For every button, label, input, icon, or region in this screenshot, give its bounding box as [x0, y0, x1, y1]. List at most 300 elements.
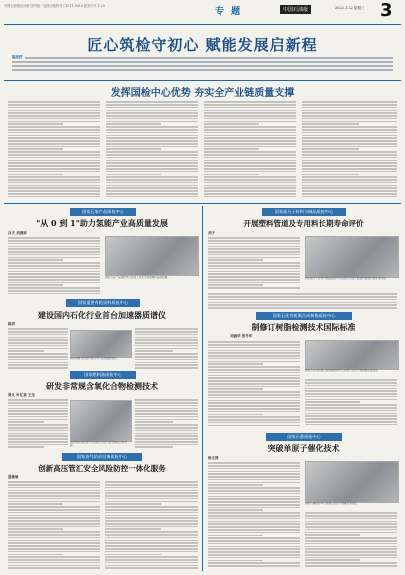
- text-line: [8, 435, 68, 437]
- text-line: [8, 484, 100, 486]
- text-line: [8, 526, 100, 528]
- section-box-4: 国家石化有机聚合成树脂质检中心: [256, 312, 352, 320]
- text-line: [302, 174, 359, 176]
- text-line: [135, 438, 198, 440]
- text-line: [204, 190, 296, 192]
- text-line: [204, 185, 296, 187]
- article-body-6b: [305, 511, 397, 569]
- text-line: [208, 414, 263, 416]
- text-line: [208, 400, 300, 402]
- editor-note: [12, 55, 393, 75]
- text-line: [105, 484, 198, 486]
- text-line: [208, 284, 263, 286]
- text-line: [208, 518, 300, 520]
- text-line: [135, 334, 198, 336]
- text-line: [305, 521, 397, 523]
- text-line: [105, 562, 198, 564]
- text-line: [302, 187, 397, 189]
- text-line: [208, 287, 300, 289]
- text-line: [302, 162, 397, 164]
- section-box-7: 国家油气钻采设备质检中心: [62, 453, 142, 461]
- text-line: [208, 361, 300, 363]
- text-line: [8, 498, 100, 500]
- text-line: [208, 476, 300, 478]
- byline-7: 夏敏敏: [8, 475, 19, 479]
- text-line: [8, 187, 100, 189]
- text-line: [204, 107, 296, 109]
- text-line: [105, 492, 198, 494]
- main-subhead: 发挥国检中心优势 夯实全产业链质量支撑: [110, 88, 295, 99]
- text-line: [8, 129, 100, 131]
- text-line: [8, 446, 44, 448]
- text-line: [8, 284, 63, 286]
- text-line: [8, 495, 100, 497]
- article-body-4a: [208, 340, 300, 428]
- text-line: [8, 271, 100, 273]
- text-line: [302, 107, 397, 109]
- text-line: [105, 523, 198, 525]
- text-line: [305, 404, 397, 406]
- text-line: [302, 196, 397, 198]
- text-line: [8, 251, 100, 253]
- text-line: [135, 405, 198, 407]
- text-line: [204, 115, 296, 117]
- section-box-6: 国家石墨质检中心: [266, 433, 342, 441]
- text-line: [8, 359, 68, 361]
- text-line: [8, 487, 100, 489]
- text-line: [208, 257, 300, 259]
- text-line: [135, 421, 173, 423]
- text-line: [105, 545, 198, 547]
- text-line: [208, 487, 300, 489]
- text-line: [8, 126, 100, 128]
- text-line: [105, 509, 198, 511]
- text-line: [8, 276, 100, 278]
- text-line: [106, 176, 198, 178]
- text-line: [302, 137, 397, 139]
- text-line: [8, 160, 100, 162]
- text-line: [204, 154, 296, 156]
- text-line: [204, 182, 296, 184]
- text-line: [208, 504, 300, 506]
- text-line: [208, 344, 300, 346]
- byline-5: 贾凡 叶亿泉 王龙: [8, 393, 35, 397]
- text-line: [305, 559, 360, 561]
- text-line: [135, 424, 198, 426]
- text-line: [204, 168, 296, 170]
- text-line: [204, 132, 296, 134]
- text-line: [106, 196, 198, 198]
- intro-col-4: [302, 100, 397, 200]
- text-line: [302, 104, 397, 106]
- text-line: [305, 562, 397, 564]
- text-line: [135, 367, 198, 369]
- text-line: [302, 112, 397, 114]
- text-line: [208, 380, 300, 382]
- text-line: [305, 565, 397, 567]
- text-line: [8, 237, 100, 239]
- text-line: [204, 165, 296, 167]
- text-line: [8, 110, 100, 112]
- text-line: [305, 399, 397, 401]
- text-line: [8, 140, 100, 142]
- text-line: [302, 168, 397, 170]
- text-line: [135, 433, 198, 435]
- text-line: [302, 190, 397, 192]
- text-line: [8, 146, 100, 148]
- section-box-1: 国家石家产品质检中心: [70, 208, 136, 216]
- text-line: [8, 353, 68, 355]
- text-line: [208, 411, 300, 413]
- text-line: [302, 160, 397, 162]
- text-line: [106, 151, 198, 153]
- text-line: [208, 521, 300, 523]
- byline-6: 杨文涛: [208, 456, 219, 460]
- text-line: [8, 148, 63, 150]
- article-body-5b: [135, 398, 198, 450]
- text-line: [208, 240, 300, 242]
- text-line: [8, 118, 100, 120]
- text-line: [106, 182, 198, 184]
- text-line: [8, 438, 68, 440]
- text-line: [8, 551, 100, 553]
- text-line: [208, 259, 263, 261]
- page-number: 3: [380, 0, 393, 21]
- text-line: [106, 135, 198, 137]
- lead-rule: [4, 80, 401, 81]
- text-line: [106, 157, 198, 159]
- text-line: [135, 427, 198, 429]
- intro-col-1: [8, 100, 100, 200]
- text-line: [8, 282, 100, 284]
- text-line: [208, 388, 263, 390]
- text-line: [8, 262, 100, 264]
- text-line: [208, 562, 300, 564]
- text-line: [302, 157, 397, 159]
- page-headline: 匠心筑检守初心 赋能发展启新程: [87, 36, 318, 54]
- text-line: [208, 546, 300, 548]
- article-body-7a: [8, 480, 100, 570]
- text-line: [204, 135, 296, 137]
- article-title-5: 研发非常规含氧化合物检测技术: [46, 381, 158, 391]
- text-line: [208, 425, 300, 427]
- text-line: [8, 107, 100, 109]
- text-line: [8, 413, 68, 415]
- text-line: [105, 528, 161, 530]
- text-line: [8, 176, 100, 178]
- text-line: [8, 410, 68, 412]
- text-line: [8, 545, 100, 547]
- text-line: [208, 279, 300, 281]
- text-line: [106, 143, 198, 145]
- text-line: [106, 140, 198, 142]
- text-line: [204, 121, 296, 123]
- text-line: [106, 146, 198, 148]
- text-line: [208, 341, 300, 343]
- text-line: [8, 104, 100, 106]
- text-line: [8, 348, 68, 350]
- text-line: [208, 551, 300, 553]
- text-line: [105, 515, 198, 517]
- intro-col-3: [204, 100, 296, 200]
- text-line: [8, 115, 100, 117]
- text-line: [135, 441, 198, 443]
- text-line: [208, 509, 263, 511]
- text-line: [8, 565, 100, 567]
- text-line: [302, 179, 397, 181]
- article-body-2a: [208, 236, 300, 291]
- text-line: [302, 143, 397, 145]
- text-line: [106, 154, 198, 156]
- text-line: [135, 430, 198, 432]
- text-line: [305, 421, 397, 423]
- text-line: [208, 375, 300, 377]
- text-line: [106, 110, 198, 112]
- text-line: [105, 487, 198, 489]
- text-line: [106, 193, 198, 195]
- text-line: [8, 405, 68, 407]
- text-line: [208, 397, 300, 399]
- text-line: [208, 408, 300, 410]
- text-line: [105, 554, 161, 556]
- text-line: [105, 548, 198, 550]
- text-line: [208, 462, 300, 464]
- section-box-3: 国家重要有机原料质检中心: [66, 299, 140, 307]
- text-line: [302, 185, 397, 187]
- text-line: [204, 129, 296, 131]
- byline-2: 刘子: [208, 231, 215, 235]
- text-line: [106, 118, 198, 120]
- text-line: [8, 328, 68, 330]
- photo-caption-3: 国家重要有机原料质检中心加速器质谱仪。: [70, 357, 120, 360]
- masthead: [0, 0, 405, 24]
- text-line: [105, 481, 198, 483]
- text-line: [208, 251, 300, 253]
- text-line: [8, 154, 100, 156]
- text-line: [305, 390, 397, 392]
- text-line: [302, 118, 397, 120]
- text-line: [305, 534, 360, 536]
- text-line: [106, 121, 198, 123]
- text-line: [305, 529, 397, 531]
- text-line: [106, 162, 198, 164]
- paper-name: 中国石油报: [280, 5, 311, 14]
- text-line: [106, 112, 198, 114]
- text-line: [8, 342, 68, 344]
- text-line: [208, 526, 300, 528]
- text-line: [208, 512, 300, 514]
- text-line: [8, 240, 100, 242]
- text-line: [208, 560, 263, 562]
- text-line: [302, 129, 397, 131]
- text-line: [8, 165, 100, 167]
- text-line: [8, 540, 100, 542]
- text-line: [208, 532, 300, 534]
- text-line: [208, 383, 300, 385]
- text-line: [208, 369, 300, 371]
- text-line: [208, 262, 300, 264]
- text-line: [305, 537, 397, 539]
- text-line: [302, 110, 397, 112]
- text-line: [208, 422, 300, 424]
- text-line: [106, 126, 198, 128]
- article-body-2b: [208, 292, 397, 310]
- text-line: [208, 265, 300, 267]
- text-line: [208, 548, 300, 550]
- text-line: [208, 304, 397, 306]
- text-line: [106, 148, 161, 150]
- text-line: [135, 362, 198, 364]
- text-line: [208, 515, 300, 517]
- text-line: [208, 402, 300, 404]
- text-line: [208, 471, 300, 473]
- text-line: [8, 492, 100, 494]
- text-line: [8, 268, 100, 270]
- section-label: 专 题: [215, 7, 243, 17]
- text-line: [8, 123, 63, 125]
- text-line: [305, 532, 397, 534]
- text-line: [8, 481, 100, 483]
- article-body-3a: [8, 327, 68, 369]
- text-line: [8, 490, 100, 492]
- text-line: [8, 362, 68, 364]
- text-line: [305, 523, 397, 525]
- text-line: [105, 520, 198, 522]
- text-line: [204, 112, 296, 114]
- text-line: [302, 148, 359, 150]
- text-line: [208, 243, 300, 245]
- text-line: [204, 174, 259, 176]
- text-line: [8, 265, 100, 267]
- article-title-2: 开展塑料管道及专用料长期寿命评价: [243, 219, 364, 228]
- text-line: [208, 416, 300, 418]
- text-line: [106, 104, 198, 106]
- text-line: [8, 433, 68, 435]
- text-line: [105, 567, 198, 569]
- photo-caption-2: 国家高分子材料与制品质检中心检测人员在开展塑料管道长期寿命试验。: [305, 277, 388, 280]
- text-line: [208, 282, 300, 284]
- text-line: [8, 196, 100, 198]
- text-line: [8, 121, 100, 123]
- text-line: [8, 399, 68, 401]
- photo-caption-4: 国家石化有机聚合成树脂质检中心检测人员在开展树脂性能测试。: [305, 369, 381, 372]
- text-line: [135, 359, 198, 361]
- text-line: [302, 176, 397, 178]
- text-line: [208, 565, 300, 567]
- photo-caption-1: 国家石家产品质检中心检测人员在开展氢燃料品质检测。: [105, 276, 170, 279]
- text-line: [8, 345, 68, 347]
- text-line: [208, 268, 300, 270]
- text-line: [8, 531, 100, 533]
- article-photo-5: [70, 400, 132, 442]
- text-line: [204, 104, 296, 106]
- text-line: [305, 401, 360, 403]
- text-line: [305, 515, 397, 517]
- text-line: [135, 337, 198, 339]
- text-line: [208, 307, 397, 309]
- text-line: [208, 529, 300, 531]
- text-line: [8, 503, 63, 505]
- divider-top: [4, 203, 401, 204]
- text-line: [8, 427, 68, 429]
- text-line: [208, 363, 263, 365]
- text-line: [8, 112, 100, 114]
- text-line: [8, 279, 100, 281]
- text-line: [8, 419, 68, 421]
- text-line: [208, 347, 300, 349]
- text-line: [208, 540, 300, 542]
- text-line: [8, 331, 68, 333]
- text-line: [208, 377, 300, 379]
- text-line: [105, 503, 161, 505]
- text-line: [204, 126, 296, 128]
- text-line: [105, 559, 198, 561]
- text-line: [305, 407, 397, 409]
- text-line: [204, 118, 296, 120]
- text-line: [305, 540, 397, 542]
- text-line: [8, 243, 100, 245]
- masthead-meta: 中国石油报社出版 国内统一连续出版物号 CN 11-0010 邮发代号 1-23: [4, 4, 105, 8]
- text-line: [8, 168, 100, 170]
- text-line: [8, 367, 68, 369]
- section-box-2: 国家高分子材料与制品质检中心: [262, 208, 346, 216]
- text-line: [8, 509, 100, 511]
- text-line: [208, 366, 300, 368]
- issue-date: 2023.3.22 星期三: [335, 6, 365, 10]
- text-line: [305, 413, 397, 415]
- text-line: [106, 187, 198, 189]
- text-line: [135, 339, 198, 341]
- article-body-7b: [105, 480, 198, 570]
- text-line: [106, 185, 198, 187]
- text-line: [135, 402, 198, 404]
- text-line: [105, 498, 198, 500]
- text-line: [8, 441, 68, 443]
- article-photo-2: [305, 236, 399, 278]
- text-line: [106, 179, 198, 181]
- text-line: [305, 526, 397, 528]
- text-line: [135, 444, 198, 446]
- text-line: [105, 517, 198, 519]
- text-line: [8, 132, 100, 134]
- text-line: [105, 551, 198, 553]
- text-line: [8, 273, 100, 275]
- text-line: [135, 419, 198, 421]
- text-line: [8, 515, 100, 517]
- text-line: [208, 554, 300, 556]
- text-line: [8, 559, 100, 561]
- text-line: [8, 542, 100, 544]
- text-line: [8, 356, 68, 358]
- text-line: [8, 416, 68, 418]
- text-line: [302, 171, 397, 173]
- text-line: [8, 135, 100, 137]
- text-line: [8, 339, 68, 341]
- text-line: [305, 551, 397, 553]
- text-line: [305, 557, 397, 559]
- text-line: [8, 523, 100, 525]
- text-line: [8, 179, 100, 181]
- text-line: [302, 140, 397, 142]
- text-line: [8, 444, 68, 446]
- text-line: [8, 151, 100, 153]
- text-line: [135, 416, 198, 418]
- text-line: [8, 137, 100, 139]
- article-body-6a: [208, 461, 300, 569]
- article-body-3b: [135, 327, 198, 369]
- byline-4: 刘丽华 张冬华: [230, 334, 253, 338]
- text-line: [208, 473, 300, 475]
